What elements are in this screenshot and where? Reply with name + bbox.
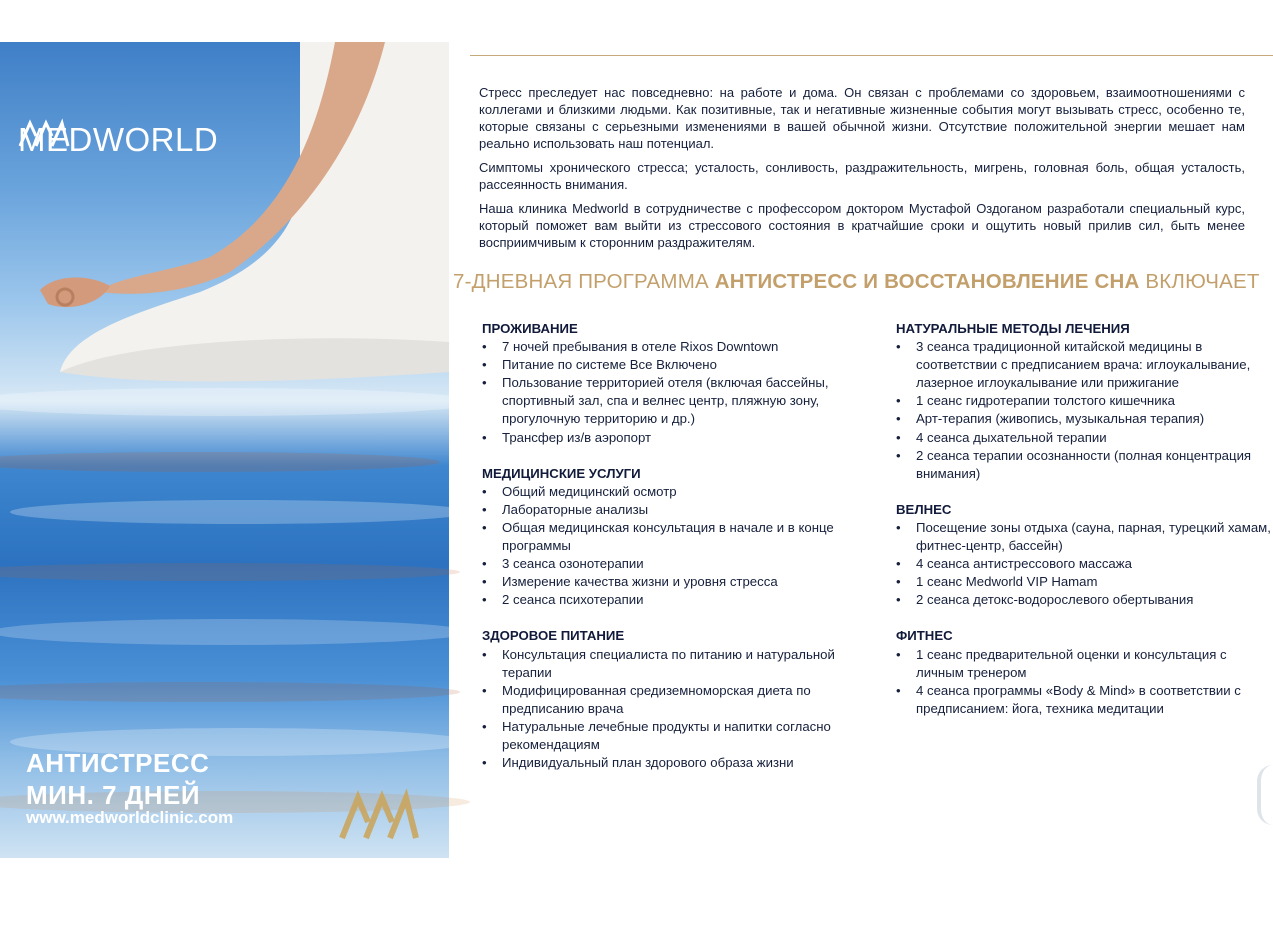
top-divider — [470, 55, 1273, 56]
list-item: • Индивидуальный план здорового образа жизни — [482, 754, 872, 772]
list-item: • 4 сеанса программы «Body & Mind» в соответствии с предписанием: йога, техника медитации — [896, 682, 1272, 718]
intro-paragraph-2: Симптомы хронического стресса; усталость, сонливость, раздражительность, мигрень, головная боль, общая усталость, рассеянность внимания. — [479, 160, 1245, 192]
meditation-illustration — [0, 42, 449, 858]
section-fitness — [896, 627, 1272, 717]
intro-paragraph-1: Стресс преследует нас повседневно: на работе и дома. Он связан с проблемами со здоровьем, взаимоотношениями с коллегами и близкими людьми. Как позитивные, так и негативные жизненные события могут вызывать стресс, особенно те, которые связаны с серьезными изменениями в вашей обычной жизни. Отсутствие положительной энергии мешает нам реально использовать наш потенциал. — [479, 85, 1245, 151]
list-item: • 4 сеанса дыхательной терапии — [896, 429, 1272, 447]
list-item: • Посещение зоны отдыха (сауна, парная, турецкий хамам, фитнес-центр, бассейн) — [896, 519, 1272, 555]
list-item: • Питание по системе Все Включено — [482, 356, 872, 374]
section-medical-services — [482, 465, 872, 610]
section-title: ВЕЛНЕС — [896, 501, 952, 517]
list-item: • 7 ночей пребывания в отеле Rixos Downtown — [482, 338, 872, 356]
list-item: • 2 сеанса психотерапии — [482, 591, 872, 609]
section-title: ПРОЖИВАНИЕ — [482, 321, 578, 336]
list-item: • Арт-терапия (живопись, музыкальная терапия) — [896, 410, 1272, 428]
list-item: • Трансфер из/в аэропорт — [482, 429, 872, 447]
intro-paragraph-3: Наша клиника Medworld в сотрудничестве с профессором доктором Мустафой Оздоганом разработали специальный курс, который поможет вам выйти из стрессового состояния в кратчайшие сроки и ощутить новый прилив сил, быть менее восприимчивым к сторонним раздражителям. — [479, 201, 1245, 250]
list-item: • Лабораторные анализы — [482, 501, 872, 519]
list-item: • 2 сеанса детокс-водорослевого обертывания — [896, 591, 1272, 609]
program-heading-prefix: 7-ДНЕВНАЯ ПРОГРАММА — [453, 270, 715, 293]
program-heading-highlight: АНТИСТРЕСС И ВОССТАНОВЛЕНИЕ СНА — [714, 270, 1140, 293]
section-healthy-nutrition — [482, 627, 872, 772]
section-title: НАТУРАЛЬНЫЕ МЕТОДЫ ЛЕЧЕНИЯ — [896, 321, 1130, 336]
list-item: • Общая медицинская консультация в начале и в конце программы — [482, 519, 872, 555]
left-column — [482, 320, 872, 790]
list-item: • 1 сеанс Medworld VIP Hamam — [896, 573, 1272, 591]
list-item: • Натуральные лечебные продукты и напитки согласно рекомендациям — [482, 718, 872, 754]
watermark: LEVEL TRAVEL — [18, 880, 392, 929]
hero-title-line2: МИН. 7 ДНЕЙ — [26, 780, 201, 810]
program-heading-suffix: ВКЛЮЧАЕТ — [1139, 270, 1260, 293]
list-item: • 1 сеанс предварительной оценки и консультация с личным тренером — [896, 646, 1272, 682]
section-accommodation — [482, 320, 872, 447]
list-item: • Общий медицинский осмотр — [482, 483, 872, 501]
hero-image — [0, 42, 449, 929]
section-natural-methods — [896, 320, 1272, 483]
program-heading — [453, 270, 1273, 294]
list-item: • Консультация специалиста по питанию и натуральной терапии — [482, 646, 872, 682]
medworld-emblem-icon — [338, 792, 418, 842]
list-item: • Измерение качества жизни и уровня стресса — [482, 573, 872, 591]
list-item: • 4 сеанса антистрессового массажа — [896, 555, 1272, 573]
list-item: • 1 сеанс гидротерапии толстого кишечника — [896, 392, 1272, 410]
section-title: МЕДИЦИНСКИЕ УСЛУГИ — [482, 465, 641, 481]
list-item: • Пользование территорией отеля (включая бассейны, спортивный зал, спа и велнес центр, пляжную зону, прогулочную территорию и др.) — [482, 374, 872, 428]
logo-text: MEDWORLD — [18, 121, 219, 158]
intro-text — [479, 84, 1245, 258]
list-item: • 2 сеанса терапии осознанности (полная концентрация внимания) — [896, 447, 1272, 483]
right-column — [896, 320, 1272, 736]
list-item: • 3 сеанса традиционной китайской медицины в соответствии с предписанием врача: иглоукалывание, лазерное иглоукалывание или прижигание — [896, 338, 1272, 392]
list-item: • Модифицированная средиземноморская диета по предписанию врача — [482, 682, 872, 718]
section-wellness — [896, 501, 1272, 610]
corner-decoration — [1257, 765, 1273, 825]
medworld-logo-icon — [18, 120, 70, 148]
website-link[interactable]: www.medworldclinic.com — [26, 808, 234, 827]
brand-logo — [18, 120, 218, 160]
list-item: • 3 сеанса озонотерапии — [482, 555, 872, 573]
hero-title-line1: АНТИСТРЕСС — [26, 748, 210, 778]
section-title: ФИТНЕС — [896, 628, 953, 644]
section-title: ЗДОРОВОЕ ПИТАНИЕ — [482, 628, 625, 644]
